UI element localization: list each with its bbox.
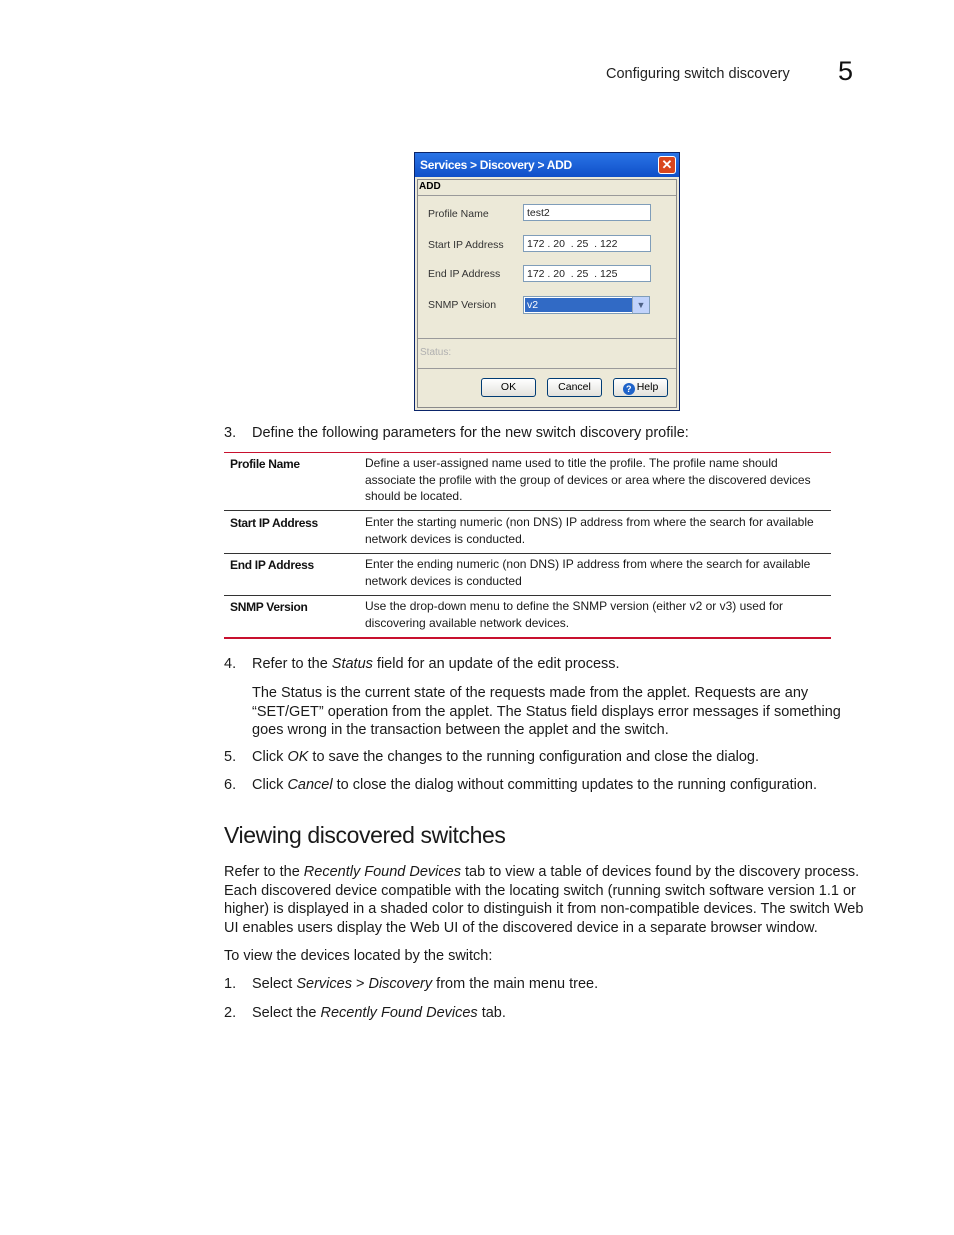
step-number: 3. xyxy=(224,425,237,441)
intro-paragraph: Refer to the Recently Found Devices tab to view a table of devices found by the discovery process. Each discovered device compatible with the locating switch (running switch software version 1.1 or higher) is displayed in a shaded color to distinguish it from non-compatible devices. The switch Web UI enables users display the Web UI of the discovered device in a separate browser window. xyxy=(224,864,864,936)
divider xyxy=(418,195,676,196)
status-label: Status: xyxy=(420,347,452,358)
step-text: Click OK to save the changes to the running configuration and close the dialog. xyxy=(252,749,760,765)
param-name: Start IP Address xyxy=(230,516,318,530)
close-icon[interactable]: ✕ xyxy=(658,156,676,174)
param-name: End IP Address xyxy=(230,558,314,572)
step-number: 1. xyxy=(224,976,237,992)
row-divider xyxy=(224,595,831,596)
parameter-table xyxy=(224,452,831,639)
dialog-body xyxy=(417,179,677,408)
step-text: Select the Recently Found Devices tab. xyxy=(252,1005,506,1021)
param-name: Profile Name xyxy=(230,457,300,471)
chapter-number: 5 xyxy=(838,56,854,86)
discovery-add-dialog xyxy=(414,152,680,411)
profile-name-label: Profile Name xyxy=(428,208,489,220)
step-number: 4. xyxy=(224,656,237,672)
param-desc: Define a user-assigned name used to title the profile. The profile name should associate the profile with the group of devices or area where the discovered devices should be located. xyxy=(365,456,811,503)
help-button[interactable] xyxy=(613,378,668,397)
dialog-section-label: ADD xyxy=(419,181,441,192)
help-button-label: Help xyxy=(636,381,659,393)
snmp-version-value: v2 xyxy=(525,298,633,312)
lead-in: To view the devices located by the switch: xyxy=(224,948,493,964)
snmp-version-label: SNMP Version xyxy=(428,299,497,311)
section-heading: Viewing discovered switches xyxy=(224,822,506,848)
param-desc: Use the drop-down menu to define the SNMP version (either v2 or v3) used for discovering available network devices. xyxy=(365,599,783,630)
ok-button[interactable]: OK xyxy=(481,378,536,397)
step-number: 2. xyxy=(224,1005,237,1021)
dialog-titlebar xyxy=(415,153,679,177)
end-ip-input[interactable]: 172 . 20 . 25 . 125 xyxy=(523,265,651,282)
running-header-title: Configuring switch discovery xyxy=(606,66,790,82)
step-text: Select Services > Discovery from the main menu tree. xyxy=(252,976,599,992)
cancel-button[interactable]: Cancel xyxy=(547,378,602,397)
param-name: SNMP Version xyxy=(230,600,308,614)
profile-name-input[interactable]: test2 xyxy=(523,204,651,221)
step-text: Refer to the Status field for an update of the edit process. xyxy=(252,656,620,672)
help-icon: ? xyxy=(623,383,635,395)
table-top-rule xyxy=(224,452,831,453)
start-ip-input[interactable]: 172 . 20 . 25 . 122 xyxy=(523,235,651,252)
step-paragraph: The Status is the current state of the requests made from the applet. Requests are any “SET/GET” operation from the applet. The Status field displays error messages if something goes wrong in the transaction between the applet and the switch. xyxy=(252,685,841,739)
step-text: Define the following parameters for the new switch discovery profile: xyxy=(252,425,689,441)
divider xyxy=(418,338,676,339)
param-desc: Enter the starting numeric (non DNS) IP address from where the search for available network devices is conducted. xyxy=(365,515,814,546)
chevron-down-icon[interactable]: ▼ xyxy=(632,297,649,313)
end-ip-label: End IP Address xyxy=(428,268,501,280)
start-ip-label: Start IP Address xyxy=(428,239,504,251)
dialog-title: Services > Discovery > ADD xyxy=(420,158,572,172)
step-number: 5. xyxy=(224,749,237,765)
table-bottom-rule xyxy=(224,637,831,639)
step-text: Click Cancel to close the dialog without committing updates to the running configuration. xyxy=(252,777,818,793)
step-number: 6. xyxy=(224,777,237,793)
row-divider xyxy=(224,510,831,511)
row-divider xyxy=(224,553,831,554)
snmp-version-select[interactable] xyxy=(523,296,650,314)
divider xyxy=(418,368,676,369)
param-desc: Enter the ending numeric (non DNS) IP address from where the search for available network devices is conducted xyxy=(365,557,811,588)
